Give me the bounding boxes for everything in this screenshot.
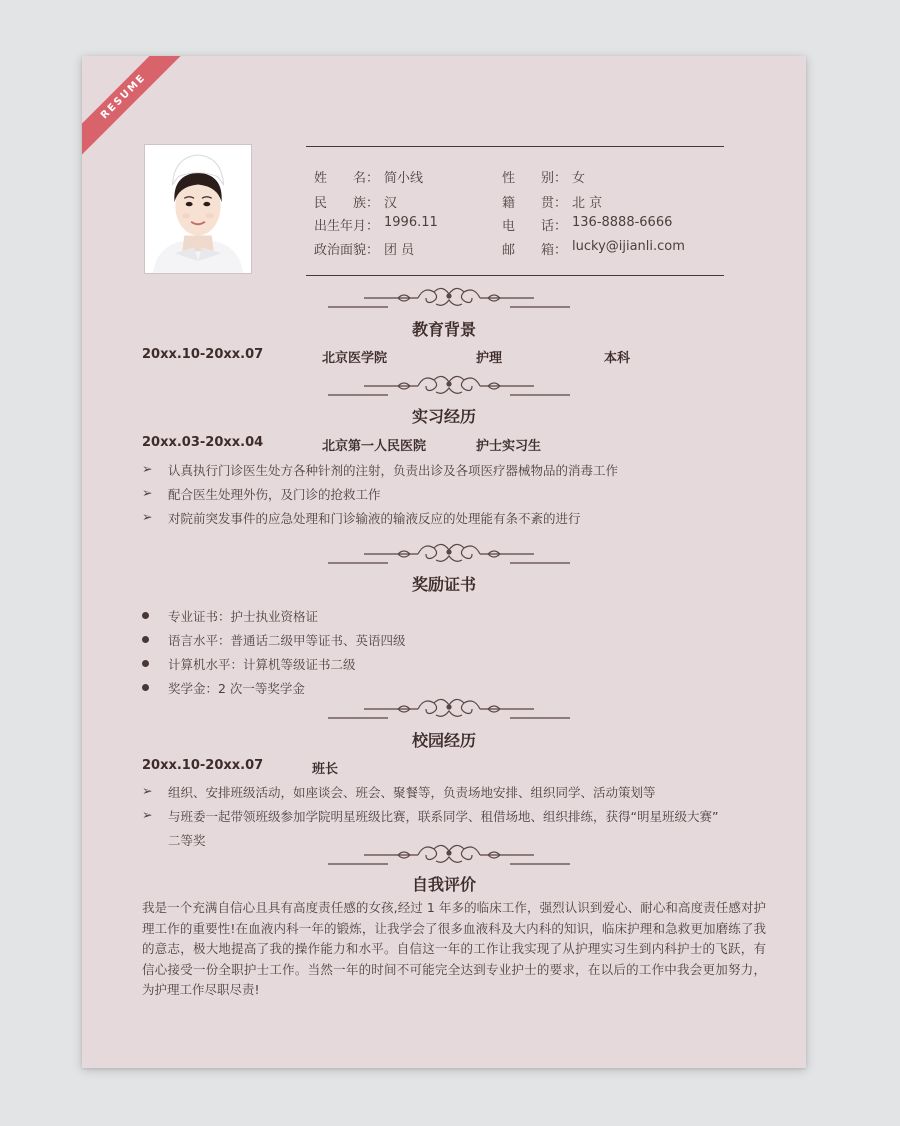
- dot-bullet-icon: [142, 660, 149, 667]
- internship-role: 护士实习生: [476, 439, 542, 454]
- internship-period: 20xx.03-20xx.04: [142, 435, 264, 450]
- hometown-field: 籍 贯： 北 京: [502, 196, 603, 211]
- birth-field: 出生年月： 1996.11: [314, 215, 438, 234]
- flourish-divider-icon: [328, 839, 570, 867]
- arrow-bullet-icon: ➢: [142, 509, 153, 524]
- dot-bullet-icon: [142, 612, 149, 619]
- internship-title: 实习经历: [411, 407, 476, 426]
- ethnicity-field: 民 族： 汉: [314, 196, 398, 211]
- education-school: 北京医学院: [322, 351, 388, 366]
- arrow-bullet-icon: ➢: [142, 807, 153, 822]
- campus-role: 班长: [312, 762, 339, 777]
- education-title: 教育背景: [411, 320, 476, 339]
- nurse-portrait-icon: [145, 145, 251, 273]
- info-top-rule: [306, 146, 724, 147]
- arrow-bullet-icon: ➢: [142, 485, 153, 500]
- campus-period: 20xx.10-20xx.07: [142, 758, 264, 773]
- phone-field: 电 话： 136-8888-6666: [502, 215, 673, 234]
- internship-org: 北京第一人民医院: [322, 439, 427, 454]
- dot-bullet-icon: [142, 684, 149, 691]
- flourish-divider-icon: [328, 282, 570, 310]
- education-period: 20xx.10-20xx.07: [142, 347, 264, 362]
- gender-field: 性 别： 女: [502, 171, 586, 186]
- arrow-bullet-icon: ➢: [142, 783, 153, 798]
- self-eval-text: 我是一个充满自信心且具有高度责任感的女孩,经过 1 年多的临床工作，强烈认识到爱心、耐心和高度责任感对护理工作的重要性!在血液内科一年的锻炼，让我学会了很多血液科及大内科的知识，临床护理和急救更加磨练了我的意志，极大地提高了我的操作能力和水平。自信这一年的工作让我实现了从护理实习生到内科护士的飞跃，有信心接受一份全职护士工作。当然一年的时间不可能完全达到专业护士的要求，在以后的工作中我会更加努力，为护理工作尽职尽责!: [142, 900, 766, 997]
- resume-ribbon: RESUME: [82, 56, 188, 161]
- self-eval-title: 自我评价: [411, 875, 476, 894]
- profile-photo: [144, 144, 252, 274]
- political-status-field: 政治面貌： 团 员: [314, 243, 415, 258]
- flourish-divider-icon: [328, 538, 570, 566]
- campus-title: 校园经历: [411, 731, 476, 750]
- dot-bullet-icon: [142, 636, 149, 643]
- awards-title: 奖励证书: [411, 575, 476, 594]
- flourish-divider-icon: [328, 693, 570, 721]
- email-field: 邮 箱： lucky@ijianli.com: [502, 239, 685, 258]
- education-major: 护理: [476, 351, 503, 366]
- arrow-bullet-icon: ➢: [142, 461, 153, 476]
- name-field: 姓 名： 简小线: [314, 171, 424, 186]
- info-bottom-rule: [306, 275, 724, 276]
- flourish-divider-icon: [328, 370, 570, 398]
- resume-page: RESUME 姓 名： 简小线 性 别： 女 民 族： 汉 籍 贯： 北 京 出生年月： 1996.11 电 话： 136-8888-6666 政治面貌： 团 员 邮 箱： lucky@ijianli.com 教育背景 20xx.10-20xx.07 北京医学院 护理 本科 实习经历 20xx.03-20xx.04 北京第一人民医院 护士实习生 ➢ 认真执行门诊医生处方各种针剂的注射，负责出诊及各项医疗器械物品的消毒工作 ➢ 配合医生处理外伤，及门诊的抢救工作 ➢ 对院前突发事件的应急处理和门诊输液的输液反应的处理能有条不紊的进行 奖励证书 专业证书：护士执业资格证 语言水平：普通话二级甲等证书、英语四级 计算机水平：计算机等级证书二级 奖学金：2 次一等奖学金 校园经历 20xx.10-20xx.07 班长 ➢ 组织、安排班级活动，如座谈会、班会、聚餐等，负责场地安排、组织同学、活动策划等 ➢ 与班委一起带领班级参加学院明星班级比赛，联系同学、租借场地、组织排练，获得“明星班级大赛” 二等奖 自我评价 我是一个充满自信心且具有高度责任感的女孩,经过 1 年多的临床工作，强烈认识到爱心、耐心和高度责任感对护理工作的重要性!在血液内科一年的锻炼，让我学会了很多血液科及大内科的知识，临床护理和急救更加磨练了我的意志，极大地提高了我的操作能力和水平。自信这一年的工作让我实现了从护理实习生到内科护士的飞跃，有信心接受一份全职护士工作。当然一年的时间不可能完全达到专业护士的要求，在以后的工作中我会更加努力，为护理工作尽职尽责!: [82, 56, 806, 1068]
- education-degree: 本科: [604, 351, 631, 366]
